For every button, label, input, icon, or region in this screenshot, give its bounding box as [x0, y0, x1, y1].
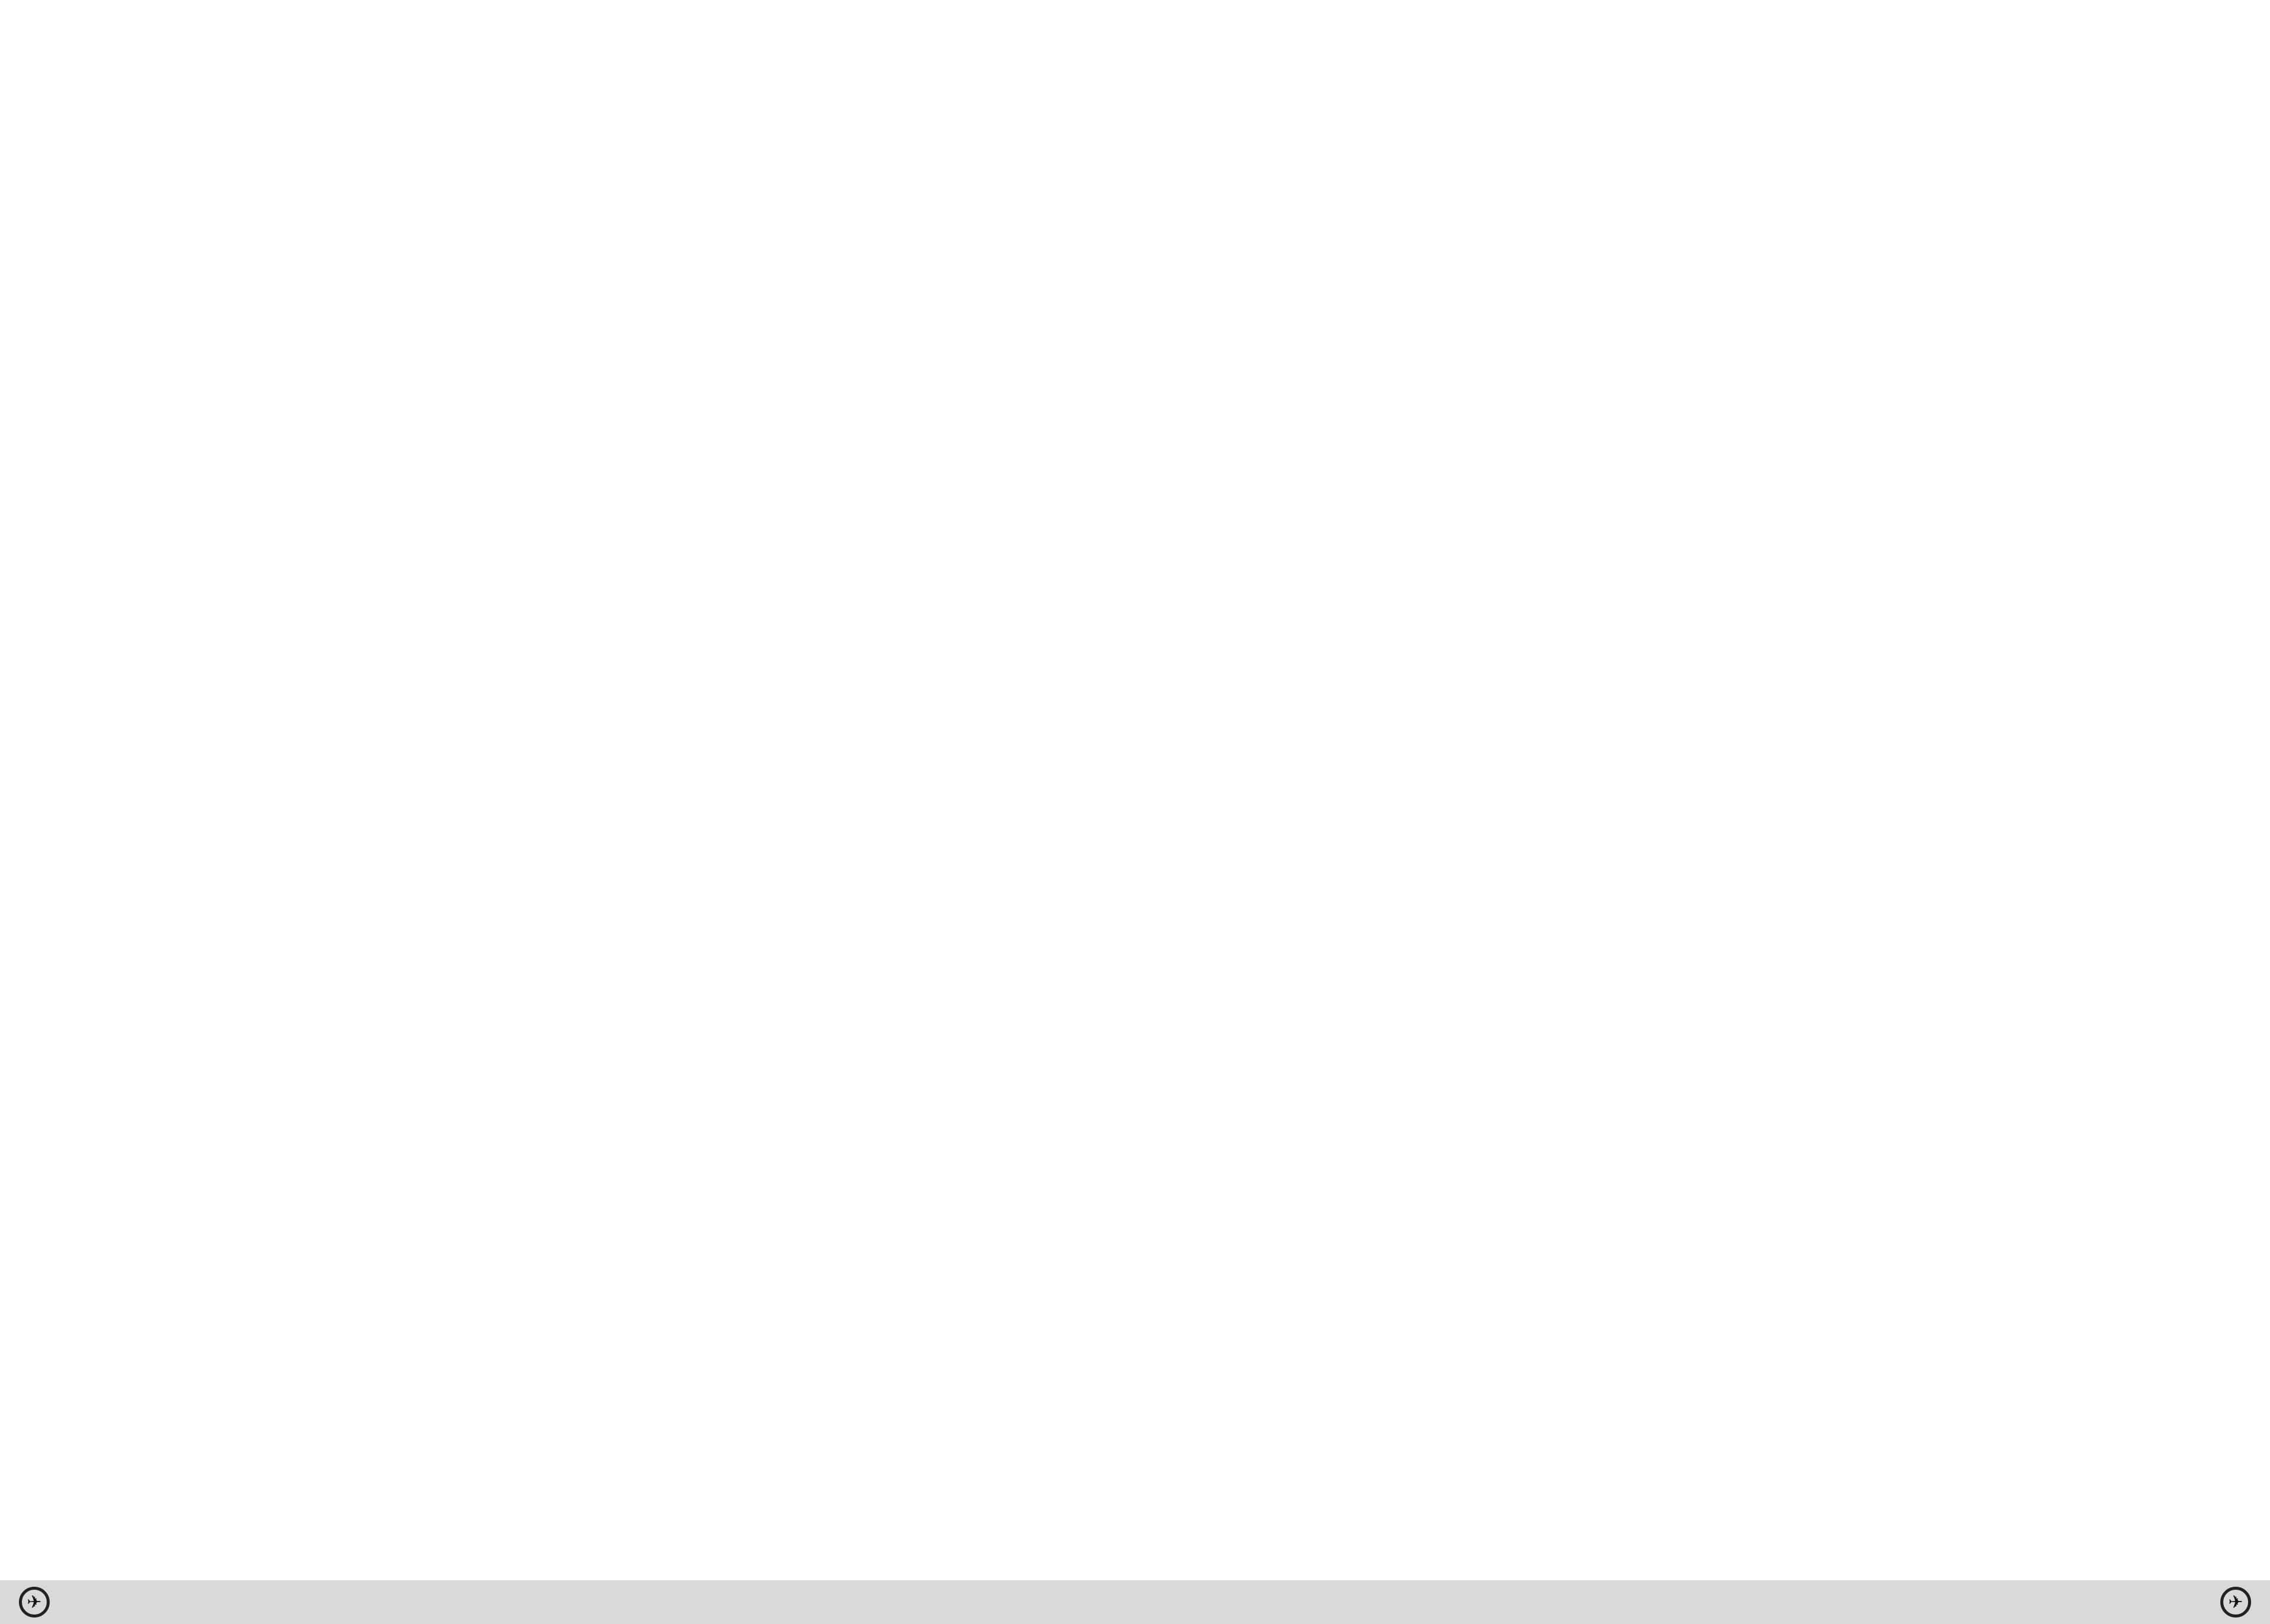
footer — [0, 1580, 2270, 1624]
brand-logo-icon: ✈ — [19, 1587, 50, 1617]
brand-logo-icon: ✈ — [2220, 1587, 2251, 1617]
